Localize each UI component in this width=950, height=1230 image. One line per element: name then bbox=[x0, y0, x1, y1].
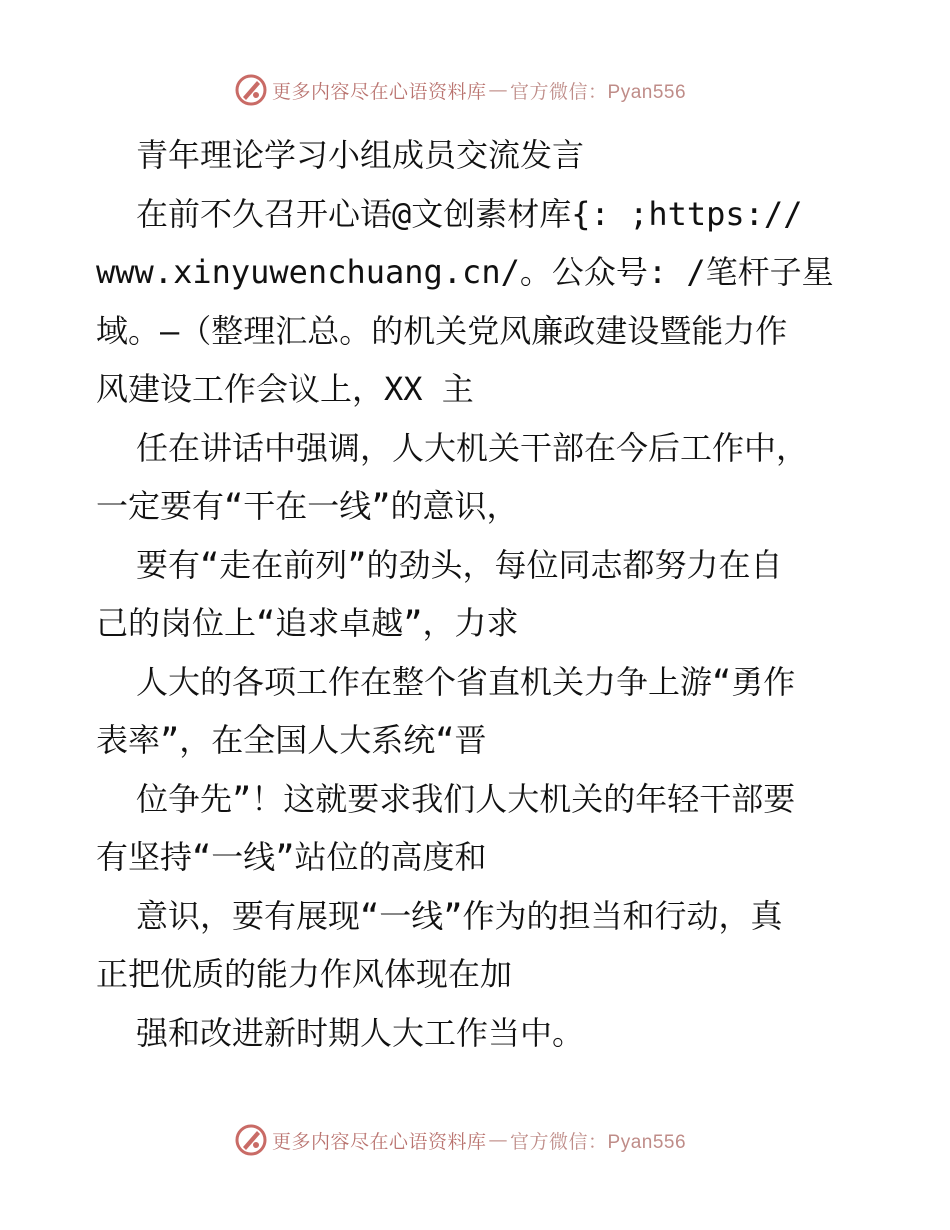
doc-line: 任在讲话中强调，人大机关干部在今后工作中， bbox=[136, 428, 809, 467]
footer-banner bbox=[234, 1120, 686, 1160]
banner-separator: — bbox=[488, 79, 509, 101]
banner-wechat: 官方微信：Pyan556 bbox=[510, 81, 687, 103]
banner-wechat: 官方微信：Pyan556 bbox=[510, 1131, 687, 1153]
doc-line: 域。—（整理汇总。的机关党风廉政建设暨能力作 bbox=[96, 311, 788, 350]
doc-line: 强和改进新时期人大工作当中。 bbox=[136, 1013, 585, 1052]
header-banner bbox=[234, 70, 686, 110]
banner-text: 更多内容尽在心语资料库 bbox=[272, 80, 487, 103]
brand-logo-icon bbox=[234, 1123, 268, 1157]
doc-line: 位争先”！这就要求我们人大机关的年轻干部要 bbox=[136, 779, 796, 818]
doc-line: 己的岗位上“追求卓越”，力求 bbox=[96, 604, 519, 642]
document-body bbox=[96, 126, 856, 1062]
doc-title: 青年理论学习小组成员交流发言 bbox=[136, 136, 585, 174]
doc-line: 在前不久召开心语@文创素材库{: ;https:// bbox=[136, 194, 803, 233]
doc-line: www.xinyuwenchuang.cn/。公众号: /笔杆子星 bbox=[96, 253, 834, 291]
doc-line: 风建设工作会议上，XX 主 bbox=[96, 370, 474, 408]
doc-line: 要有“走在前列”的劲头，每位同志都努力在自 bbox=[136, 545, 783, 584]
doc-line: 人大的各项工作在整个省直机关力争上游“勇作 bbox=[136, 662, 796, 701]
doc-line: 有坚持“一线”站位的高度和 bbox=[96, 838, 487, 876]
doc-line: 表率”，在全国人大系统“晋 bbox=[96, 721, 487, 759]
doc-line: 意识，要有展现“一线”作为的担当和行动，真 bbox=[136, 896, 783, 935]
banner-separator: — bbox=[488, 1129, 509, 1151]
doc-line: 正把优质的能力作风体现在加 bbox=[96, 955, 513, 993]
doc-line: 一定要有“干在一线”的意识， bbox=[96, 487, 519, 525]
banner-text: 更多内容尽在心语资料库 bbox=[272, 1130, 487, 1153]
brand-logo-icon bbox=[234, 73, 268, 107]
